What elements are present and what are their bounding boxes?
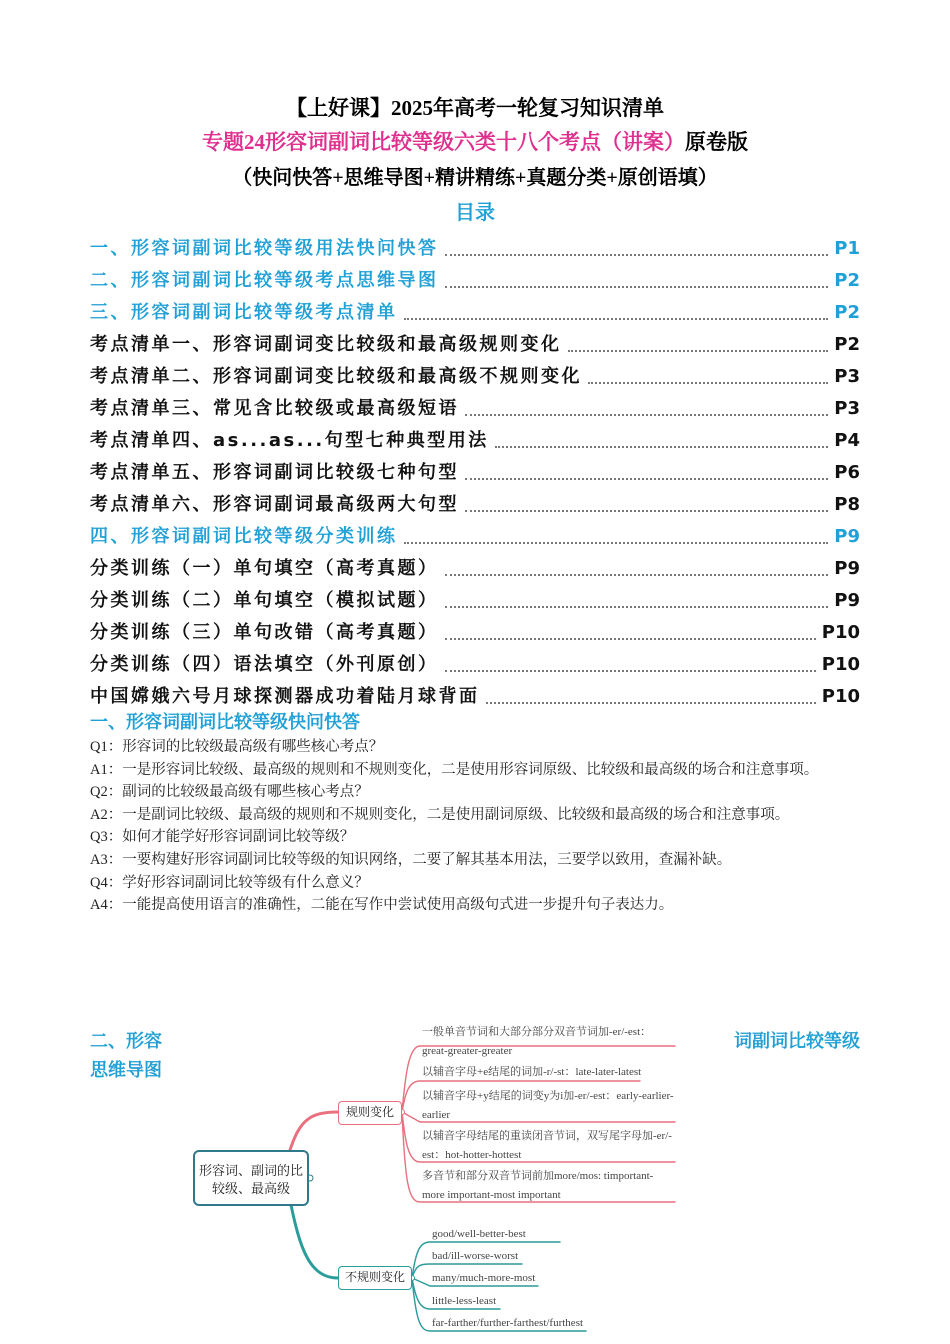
toc-item-text: 考点清单三、常见含比较级或最高级短语 [90,398,459,419]
mindmap-leaf: 一般单音节词和大部分部分双音节词加-er/-est：great-greater-greater [422,1026,652,1057]
qa-line: A1：一是形容词比较级、最高级的规则和不规则变化，二是使用形容词原级、比较级和最高级的场合和注意事项。 [90,761,819,778]
mindmap-branch-irregular[interactable] [338,1266,412,1290]
qa-line: Q1：形容词的比较级最高级有哪些核心考点？ [90,739,384,755]
toc-item-page: P10 [821,654,860,675]
toc-item-page: P6 [834,462,860,483]
toc-item-page: P2 [834,334,860,355]
toc-item-page: P2 [834,302,860,323]
toc-item-text: 一、形容词副词比较等级用法快问快答 [90,238,439,259]
toc-item-page: P9 [834,526,860,547]
mindmap-leaf: far-farther/further-farthest/furthest [432,1317,584,1329]
mindmap-leaf: good/well-better-best [432,1228,526,1240]
toc-item-text: 中国嫦娥六号月球探测器成功着陆月球背面 [90,686,480,707]
doc-title-line3: （快问快答+思维导图+精讲精练+真题分类+原创语填） [232,167,718,189]
qa-line: A3：一要构建好形容词副词比较等级的知识网络，二要了解其基本用法，三要学以致用，查漏补缺。 [90,851,732,868]
doc-title-topic: 专题24形容词副词比较等级六类十八个考点（讲案） [202,130,685,154]
section-heading-mindmap-part1: 二、形容 [90,1031,162,1052]
mindmap-leaf: 以辅音字母结尾的重读闭音节词，双写尾字母加-er/-est：hot-hotter-hottest [422,1130,672,1161]
toc-item-text: 二、形容词副词比较等级考点思维导图 [90,270,439,291]
doc-title-line1: 【上好课】2025年高考一轮复习知识清单 [286,96,664,120]
toc-item-page: P4 [834,430,860,451]
toc-item-page: P2 [834,270,860,291]
qa-line: Q3：如何才能学好形容词副词比较等级？ [90,829,355,846]
toc-item-text: 三、形容词副词比较等级考点清单 [90,302,398,323]
section-heading-mindmap-part3: 词副词比较等级 [734,1031,860,1052]
toc-item-text: 考点清单二、形容词副词变比较级和最高级不规则变化 [90,366,582,387]
toc-item-page: P1 [834,238,860,259]
toc-item-page: P8 [834,494,860,515]
doc-title-version: 原卷版 [685,130,748,154]
mindmap-leaf: 以辅音字母+y结尾的词变y为i加-er/-est：early-earlier-earlier [422,1090,674,1121]
mindmap-root[interactable] [193,1150,309,1206]
mindmap-branch-regular[interactable] [338,1101,402,1125]
qa-line: Q2：副词的比较级最高级有哪些核心考点？ [90,784,369,801]
toc-item-text: 考点清单一、形容词副词变比较级和最高级规则变化 [90,334,562,355]
toc-item-text: 分类训练（一）单句填空（高考真题） [90,558,439,579]
toc-item-text: 考点清单六、形容词副词最高级两大句型 [90,494,459,515]
toc-item-text: 考点清单四、as...as...句型七种典型用法 [90,430,489,451]
qa-line: A4：一能提高使用语言的准确性，二能在写作中尝试使用高级句式进一步提升句子表达力。 [90,897,674,914]
mindmap-leaf: many/much-more-most [432,1272,536,1284]
toc-item-page: P10 [821,686,860,707]
toc-item-page: P3 [834,398,860,419]
section-heading-qa: 一、形容词副词比较等级快问快答 [90,712,360,733]
mindmap-leaf: 以辅音字母+e结尾的词加-r/-st：late-later-latest [422,1066,642,1078]
toc-item-text: 考点清单五、形容词副词比较级七种句型 [90,462,459,483]
toc-item-page: P3 [834,366,860,387]
toc-item-page: P9 [834,558,860,579]
toc-item-page: P10 [821,622,860,643]
mindmap-branch-irregular-label: 不规则变化 [344,1270,405,1284]
toc-item-page: P9 [834,590,860,611]
mindmap-leaf: bad/ill-worse-worst [432,1250,519,1262]
toc-item-text: 四、形容词副词比较等级分类训练 [90,526,398,547]
section-heading-mindmap-part2: 思维导图 [90,1060,162,1081]
toc-item-text: 分类训练（三）单句改错（高考真题） [90,622,439,643]
mindmap-leaf: little-less-least [432,1295,497,1307]
qa-line: A2：一是副词比较级、最高级的规则和不规则变化，二是使用副词原级、比较级和最高级的场合和注意事项。 [90,806,790,823]
mindmap-root-label: 形容词、副词的比较级、最高级 [198,1163,303,1196]
toc-item-text: 分类训练（四）语法填空（外刊原创） [90,654,439,675]
toc-heading: 目录 [455,200,495,224]
mindmap-branch-regular-label: 规则变化 [345,1105,394,1119]
qa-line: Q4：学好形容词副词比较等级有什么意义？ [90,874,369,891]
toc-item-text: 分类训练（二）单句填空（模拟试题） [90,590,439,611]
mindmap-leaf: 多音节和部分双音节词前加more/mos: timportant-more important-most important [422,1170,654,1201]
